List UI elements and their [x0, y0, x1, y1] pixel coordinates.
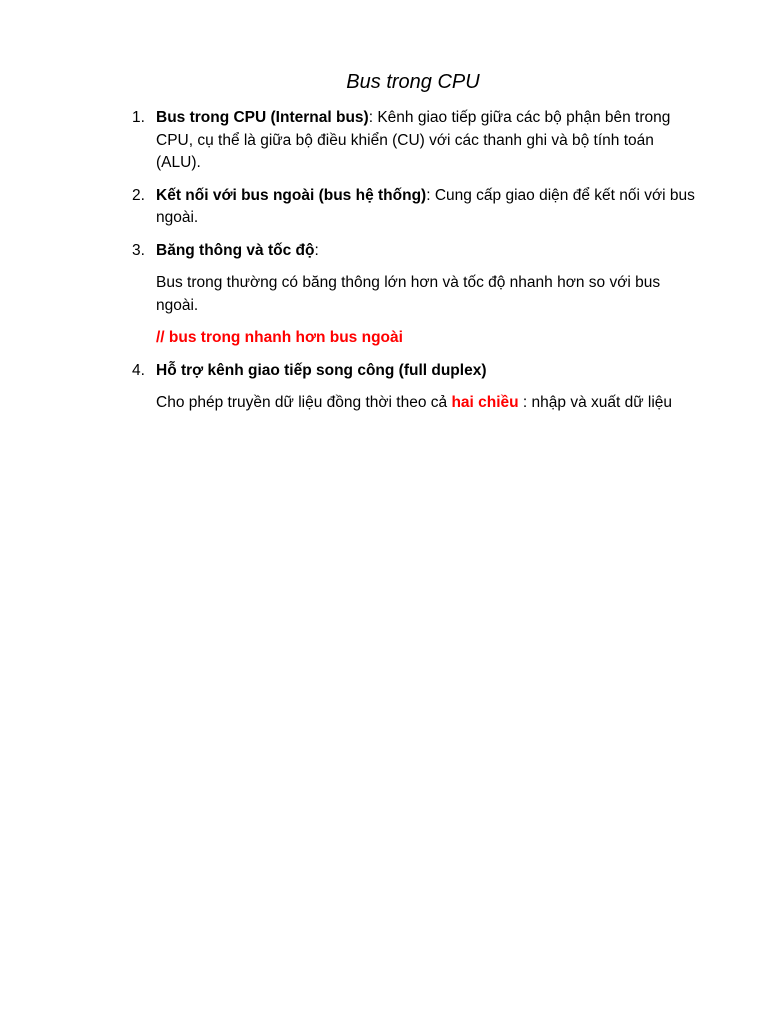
list-item-4	[132, 360, 696, 415]
list-number: 1.	[132, 109, 145, 126]
item-colon: :	[426, 186, 431, 204]
item-colon: :	[314, 241, 319, 259]
list-number: 4.	[132, 361, 145, 379]
item-body-paragraph	[156, 392, 696, 415]
item-paragraph	[156, 185, 696, 230]
list-item-2	[132, 185, 696, 230]
item-highlight: hai chiều	[451, 394, 519, 411]
item-colon: :	[368, 109, 374, 126]
item-paragraph	[156, 107, 696, 175]
item-text-after: : nhập và xuất dữ liệu	[518, 394, 673, 411]
item-text: Cung cấp giao diện để kết nối với bus ngoài.	[156, 186, 695, 226]
item-text-before: Cho phép truyền dữ liệu đồng thời theo cả	[156, 394, 452, 411]
item-heading: Hỗ trợ kênh giao tiếp song công (full duplex)	[156, 361, 487, 379]
item-heading: Kết nối với bus ngoài (bus hệ thống)	[156, 186, 427, 204]
item-heading: Băng thông và tốc độ	[156, 241, 315, 259]
item-paragraph	[156, 240, 696, 263]
item-text: Kênh giao tiếp giữa các bộ phận bên trong CPU, cụ thể là giữa bộ điều khiển (CU) với các thanh ghi và bộ tính toán (ALU).	[156, 109, 671, 171]
list-item-3	[132, 240, 696, 350]
document-title: Bus trong CPU	[346, 71, 480, 93]
item-body-paragraph: Bus trong thường có băng thông lớn hơn và tốc độ nhanh hơn so với bus ngoài.	[156, 274, 661, 314]
numbered-list	[132, 107, 696, 425]
list-number: 2.	[132, 186, 145, 204]
list-number: 3.	[132, 241, 145, 259]
item-note: // bus trong nhanh hơn bus ngoài	[156, 329, 403, 346]
list-item-1	[132, 107, 696, 175]
item-heading: Bus trong CPU (Internal bus)	[156, 109, 369, 126]
